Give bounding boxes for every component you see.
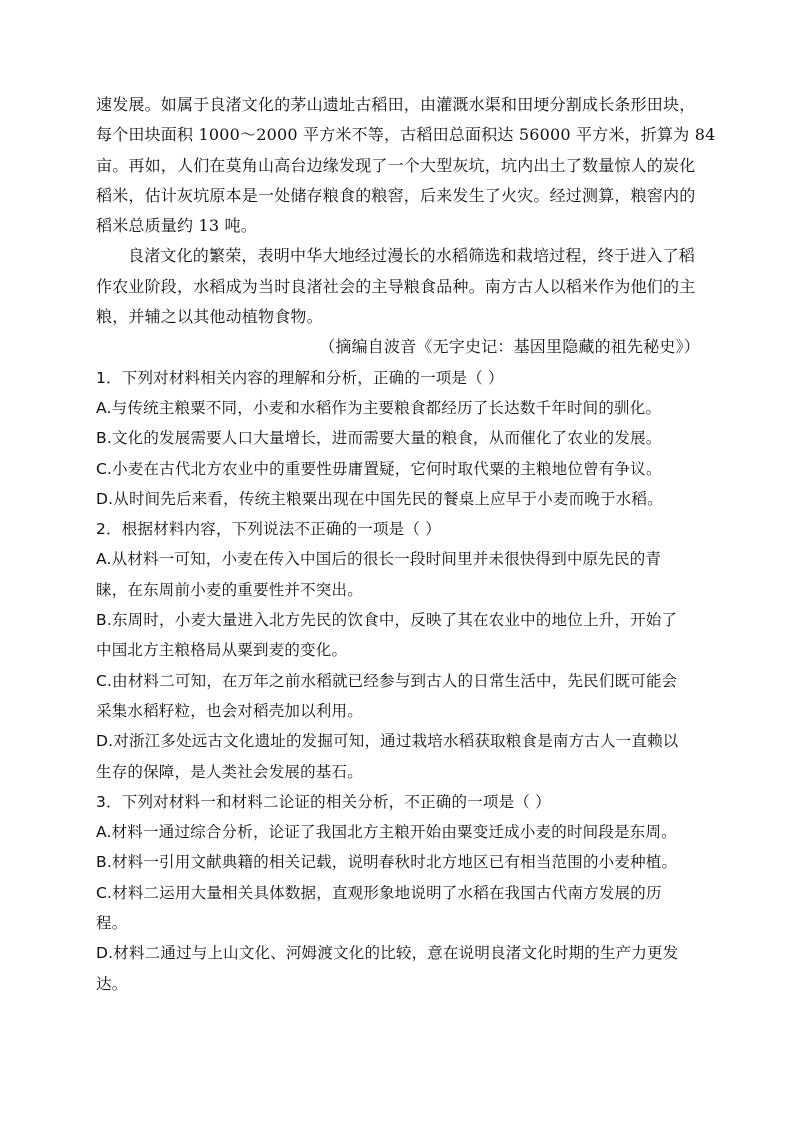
option-d: D.材料二通过与上山文化、河姆渡文化的比较，意在说明良渚文化时期的生产力更发 — [96, 944, 679, 963]
option-a: A.材料一通过综合分析，论证了我国北方主粮开始由粟变迁成小麦的时间段是东周。 — [96, 823, 677, 842]
option-b: B.东周时，小麦大量进入北方先民的饮食中，反映了其在农业中的地位上升，开始了 — [96, 611, 678, 630]
option-c: C.材料二运用大量相关具体数据，直观形象地说明了水稻在我国古代南方发展的历 — [96, 883, 662, 902]
option-d: D.从时间先后来看，传统主粮粟出现在中国先民的餐桌上应早于小麦而晚于水稻。 — [96, 489, 663, 508]
option-c-cont: 程。 — [96, 914, 128, 933]
question-stem: 1．下列对材料相关内容的理解和分析，正确的一项是（ ） — [96, 368, 504, 387]
passage-paragraph-1 — [96, 90, 716, 241]
option-b-cont: 中国北方主粮格局从粟到麦的变化。 — [96, 641, 348, 660]
passage-line: 速发展。如属于良渚文化的茅山遗址古稻田，由灌溉水渠和田埂分割成长条形田块， — [96, 95, 696, 114]
passage-line: 作农业阶段，水稻成为当时良渚社会的主导粮食品种。南方古人以稻米作为他们的主 — [96, 276, 696, 296]
option-c: C.由材料二可知，在万年之前水稻就已经参与到古人的日常生活中，先民们既可能会 — [96, 671, 678, 690]
passage-line: 粮，并辅之以其他动植物食物。 — [96, 307, 323, 327]
option-a-cont: 睐，在东周前小麦的重要性并不突出。 — [96, 580, 363, 599]
passage-line: 每个田块面积 1000～2000 平方米不等，古稻田总面积达 56000 平方米，折算为 84 — [96, 125, 716, 145]
passage-paragraph-2 — [96, 241, 700, 332]
question-1 — [96, 363, 700, 514]
option-b: B.文化的发展需要人口大量增长，进而需要大量的粮食，从而催化了农业的发展。 — [96, 429, 662, 448]
passage-line: 良渚文化的繁荣，表明中华大地经过漫长的水稻筛选和栽培过程，终于进入了稻 — [128, 246, 696, 266]
question-stem: 2．根据材料内容，下列说法不正确的一项是（ ） — [96, 520, 441, 539]
question-3 — [96, 787, 700, 999]
text-column — [96, 90, 716, 999]
option-a: A.从材料一可知，小麦在传入中国后的很长一段时间里并未很快得到中原先民的青 — [96, 550, 662, 569]
option-a: A.与传统主粮粟不同，小麦和水稻作为主要粮食都经历了长达数千年时间的驯化。 — [96, 398, 662, 417]
option-c: C.小麦在古代北方农业中的重要性毋庸置疑，它何时取代粟的主粮地位曾有争议。 — [96, 459, 662, 478]
option-b: B.材料一引用文献典籍的相关记载，说明春秋时北方地区已有相当范围的小麦种植。 — [96, 853, 678, 872]
question-2 — [96, 514, 700, 787]
option-c-cont: 采集水稻籽粒，也会对稻壳加以利用。 — [96, 701, 363, 720]
passage-line: 稻米，估计灰坑原本是一处储存粮食的粮窖，后来发生了火灾。经过测算，粮窖内的 — [96, 185, 696, 205]
question-stem: 3．下列对材料一和材料二论证的相关分析，不正确的一项是（ ） — [96, 792, 551, 811]
option-d-cont: 生存的保障，是人类社会发展的基石。 — [96, 762, 363, 781]
option-d: D.对浙江多处远古文化遗址的发掘可知，通过栽培水稻获取粮食是南方古人一直赖以 — [96, 732, 679, 751]
passage-line: 稻米总质量约 13 吨。 — [96, 216, 257, 236]
passage-line: 亩。再如，人们在莫角山高台边缘发现了一个大型灰坑，坑内出土了数量惊人的炭化 — [96, 155, 696, 175]
option-d-cont: 达。 — [96, 974, 128, 993]
source-citation: （摘编自波音《无字史记：基因里隐藏的祖先秘史》） — [319, 337, 700, 357]
